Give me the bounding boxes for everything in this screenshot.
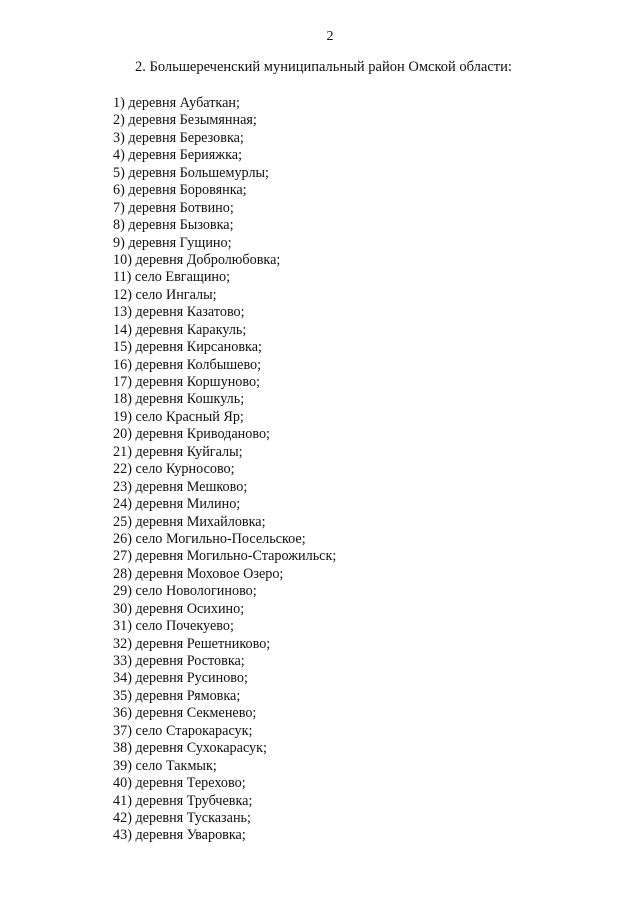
list-item: 27) деревня Могильно-Старожильск; bbox=[113, 548, 337, 565]
list-item: 13) деревня Казатово; bbox=[113, 304, 245, 321]
list-item: 41) деревня Трубчевка; bbox=[113, 792, 253, 809]
list-item: 21) деревня Куйгалы; bbox=[113, 443, 243, 460]
list-item: 10) деревня Добролюбовка; bbox=[113, 251, 281, 268]
list-item: 18) деревня Кошкуль; bbox=[113, 391, 245, 408]
list-item: 23) деревня Мешково; bbox=[113, 478, 248, 495]
list-item: 19) село Красный Яр; bbox=[113, 408, 244, 425]
list-item: 4) деревня Берияжка; bbox=[113, 147, 243, 164]
list-item: 8) деревня Бызовка; bbox=[113, 217, 234, 234]
list-item: 22) село Курносово; bbox=[113, 461, 235, 478]
list-item: 26) село Могильно-Посельское; bbox=[113, 530, 306, 547]
list-item: 5) деревня Большемурлы; bbox=[113, 164, 269, 181]
list-item: 24) деревня Милино; bbox=[113, 496, 241, 513]
list-item: 3) деревня Березовка; bbox=[113, 129, 244, 146]
list-item: 25) деревня Михайловка; bbox=[113, 513, 266, 530]
list-item: 36) деревня Секменево; bbox=[113, 705, 257, 722]
page-number: 2 bbox=[326, 29, 334, 44]
list-item: 34) деревня Русиново; bbox=[113, 670, 248, 687]
list-item: 37) село Старокарасук; bbox=[113, 722, 253, 739]
list-item: 12) село Ингалы; bbox=[113, 286, 217, 303]
list-item: 17) деревня Коршуново; bbox=[113, 374, 261, 390]
list-item: 38) деревня Сухокарасук; bbox=[113, 740, 267, 757]
section-heading: 2. Большереченский муниципальный район Омской области: bbox=[135, 59, 512, 75]
list-item: 33) деревня Ростовка; bbox=[113, 653, 245, 669]
list-item: 29) село Новологиново; bbox=[113, 583, 257, 600]
list-item: 14) деревня Каракуль; bbox=[113, 321, 247, 338]
list-item: 30) деревня Осихино; bbox=[113, 600, 245, 617]
list-item: 31) село Почекуево; bbox=[113, 618, 234, 635]
list-item: 39) село Такмык; bbox=[113, 757, 217, 774]
list-item: 16) деревня Колбышево; bbox=[113, 356, 262, 373]
list-item: 28) деревня Моховое Озеро; bbox=[113, 565, 284, 582]
settlement-list bbox=[113, 95, 336, 845]
list-item: 15) деревня Кирсановка; bbox=[113, 339, 262, 356]
list-item: 20) деревня Криводаново; bbox=[113, 426, 271, 443]
list-item: 11) село Евгащино; bbox=[113, 269, 231, 286]
list-item: 43) деревня Уваровка; bbox=[113, 827, 246, 844]
list-item: 42) деревня Тусказань; bbox=[113, 809, 251, 826]
list-item: 40) деревня Терехово; bbox=[113, 775, 246, 792]
list-item: 9) деревня Гущино; bbox=[113, 234, 232, 251]
list-item: 7) деревня Ботвино; bbox=[113, 199, 234, 216]
list-item: 2) деревня Безымянная; bbox=[113, 112, 257, 129]
list-item: 35) деревня Рямовка; bbox=[113, 687, 241, 704]
list-item: 1) деревня Аубаткан; bbox=[113, 95, 240, 111]
list-item: 6) деревня Боровянка; bbox=[113, 182, 247, 199]
list-item: 32) деревня Решетниково; bbox=[113, 635, 271, 652]
